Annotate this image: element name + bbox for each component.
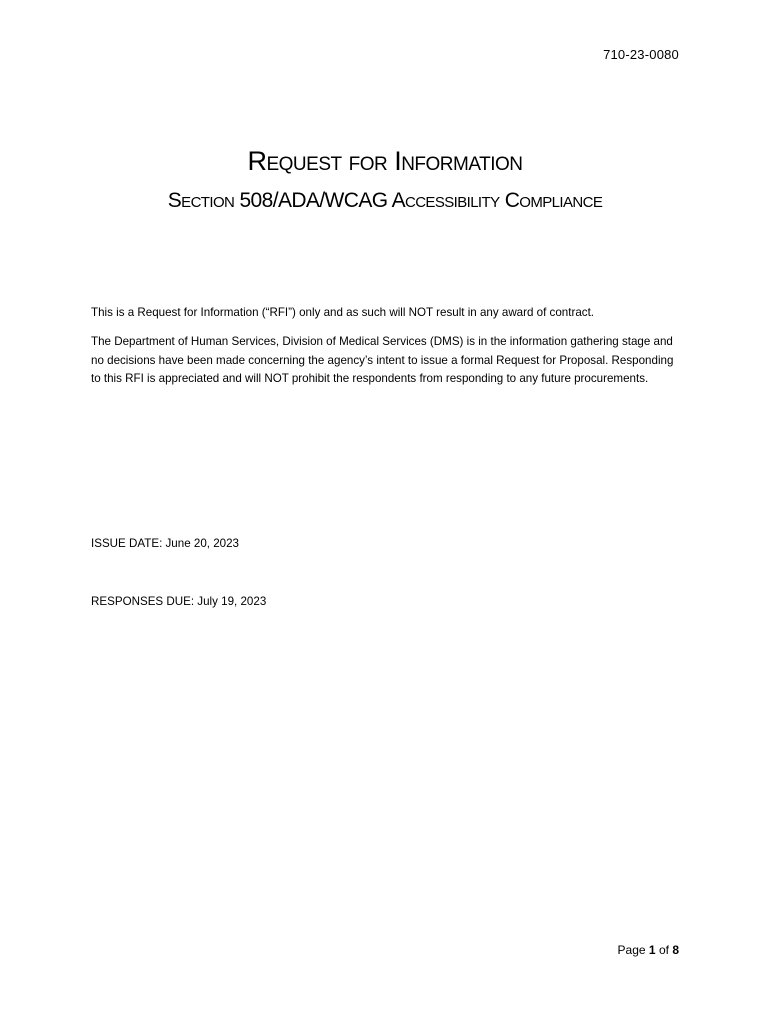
issue-date: ISSUE DATE: June 20, 2023 — [91, 537, 240, 550]
page-label: Page — [617, 943, 646, 957]
intro-paragraph: The Department of Human Services, Division of Medical Services (DMS) is in the information gathering stage and no decisions have been made concerning the agency’s intent to issue a formal Request for Proposal. Responding to this RFI is appreciated and will NOT prohibit the respondents from responding to any future procurements. — [91, 335, 674, 385]
disclaimer-paragraph: This is a Request for Information (“RFI”) only and as such will NOT result in any award of contract. — [91, 306, 595, 319]
page-current: 1 — [648, 943, 656, 957]
page-of-label: of — [658, 943, 669, 957]
page-total: 8 — [672, 943, 679, 957]
document-subtitle: Section 508/ADA/WCAG Accessibility Compliance — [167, 189, 603, 212]
document-title: Request for Information — [247, 146, 523, 176]
responses-due-date: RESPONSES DUE: July 19, 2023 — [91, 595, 267, 608]
document-number: 710-23-0080 — [603, 47, 679, 62]
page-number-footer — [618, 943, 679, 957]
